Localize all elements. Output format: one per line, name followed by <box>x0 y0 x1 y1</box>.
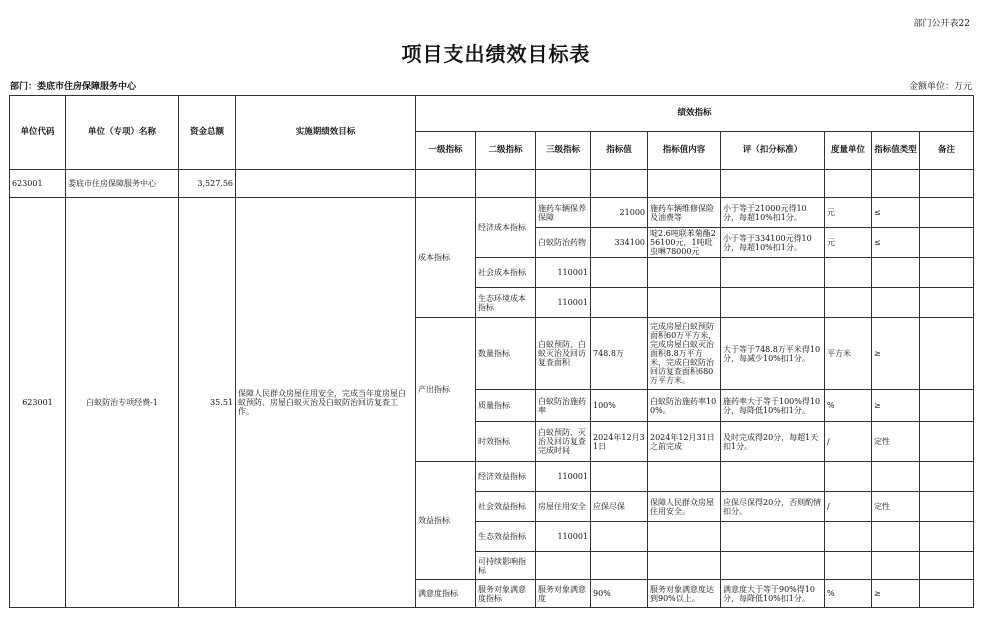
cell-level2: 服务对象满意度指标 <box>476 580 536 608</box>
cell-code: 623001 <box>10 170 66 198</box>
header-content: 指标值内容 <box>648 132 721 170</box>
header-measure: 度量单位 <box>825 132 872 170</box>
cell-eval: 满意度大于等于90%得10分，每降低10%扣1分。 <box>721 580 825 608</box>
cell-level3: 施药车辆保养保障 <box>536 198 591 228</box>
cell-level3: 白蚁防治药物 <box>536 228 591 258</box>
header-code: 单位代码 <box>10 96 66 170</box>
cell-value-type: ≥ <box>872 318 920 390</box>
header-name: 单位（专项）名称 <box>66 96 179 170</box>
group-benefit: 效益指标 <box>416 462 476 580</box>
cell-eval: 大于等于748.8万平米得10分，每减少10%扣1分。 <box>721 318 825 390</box>
cell-measure: / <box>825 422 872 462</box>
cell-measure: % <box>825 580 872 608</box>
table-row <box>10 198 974 228</box>
cell-level2: 社会成本指标 <box>476 258 536 288</box>
group-output: 产出指标 <box>416 318 476 462</box>
cell-level3: 110001 <box>536 288 591 318</box>
cell-total: 35.51 <box>179 198 236 608</box>
cell-level2: 生态效益指标 <box>476 522 536 552</box>
cell-eval: 应保尽保得20分，否则酌情扣分。 <box>721 492 825 522</box>
cell-level3: 110001 <box>536 258 591 288</box>
cell-level3: 白蚁预防、灭治及回访复查完成时间 <box>536 422 591 462</box>
cell-measure: / <box>825 492 872 522</box>
cell-value: 748.8万 <box>591 318 648 390</box>
cell-name: 娄底市住房保障服务中心 <box>66 170 179 198</box>
header-level1: 一级指标 <box>416 132 476 170</box>
cell-eval: 小于等于21000元得10分，每超10%扣1分。 <box>721 198 825 228</box>
cell-content: 啶2.6吨联苯菊酯256100元，1吨吡虫啉78000元 <box>648 228 721 258</box>
cell-value: 2024年12月31日 <box>591 422 648 462</box>
form-number: 部门公开表22 <box>913 19 970 29</box>
cell-level2: 社会效益指标 <box>476 492 536 522</box>
cell-measure: 元 <box>825 228 872 258</box>
cell-level3: 110001 <box>536 522 591 552</box>
cell-name: 白蚁防治专项经费-1 <box>66 198 179 608</box>
cell-level3: 白蚁防治施药率 <box>536 390 591 422</box>
cell-level2: 数量指标 <box>476 318 536 390</box>
cell-measure: 元 <box>825 198 872 228</box>
cell-goal: 保障人民群众房屋住用安全，完成当年度房屋白蚁预防、房屋白蚁灭治及白蚁防治回访复查工作。 <box>236 198 416 608</box>
cell-value-type: 定性 <box>872 492 920 522</box>
cell-eval: 及时完成得20分，每超1天扣1分。 <box>721 422 825 462</box>
cell-level3: 白蚁预防、白蚁灭治及回访复查面积 <box>536 318 591 390</box>
cell-measure: 平方米 <box>825 318 872 390</box>
cell-value-type: ≥ <box>872 390 920 422</box>
cell-code: 623001 <box>10 198 66 608</box>
cell-level3: 房屋住用安全 <box>536 492 591 522</box>
group-cost: 成本指标 <box>416 198 476 318</box>
cell-value: 90% <box>591 580 648 608</box>
cell-level2: 时效指标 <box>476 422 536 462</box>
header-value: 指标值 <box>591 132 648 170</box>
cell-level3: 服务对象满意度 <box>536 580 591 608</box>
header-total: 资金总额 <box>179 96 236 170</box>
header-eval: 评（扣分标准） <box>721 132 825 170</box>
department-label: 部门：娄底市住房保障服务中心 <box>10 82 137 92</box>
cell-level2: 经济效益指标 <box>476 462 536 492</box>
cell-content: 保障人民群众房屋住用安全。 <box>648 492 721 522</box>
table-row <box>10 170 974 198</box>
cell-value: 100% <box>591 390 648 422</box>
group-satisfaction: 满意度指标 <box>416 580 476 608</box>
performance-target-table <box>9 95 974 608</box>
cell-total: 3,527.56 <box>179 170 236 198</box>
cell-content: 施药车辆维修保险及油费等 <box>648 198 721 228</box>
cell-level2: 质量指标 <box>476 390 536 422</box>
cell-level2: 生态环境成本指标 <box>476 288 536 318</box>
cell-eval: 施药率大于等于100%得10分，每降低10%扣1分。 <box>721 390 825 422</box>
page-title: 项目支出绩效目标表 <box>401 42 591 66</box>
cell-measure: % <box>825 390 872 422</box>
header-performance: 绩效指标 <box>416 96 974 132</box>
cell-content: 白蚁防治施药率100%。 <box>648 390 721 422</box>
cell-content: 2024年12月31日之前完成 <box>648 422 721 462</box>
cell-value-type: ≥ <box>872 580 920 608</box>
cell-value: 334100 <box>591 228 648 258</box>
cell-value-type: ≤ <box>872 198 920 228</box>
header-level3: 三级指标 <box>536 132 591 170</box>
header-note: 备注 <box>920 132 974 170</box>
cell-eval: 小于等于334100元得10分，每超10%扣1分。 <box>721 228 825 258</box>
header-value-type: 指标值类型 <box>872 132 920 170</box>
cell-value-type: ≤ <box>872 228 920 258</box>
cell-content: 服务对象满意度达到90%以上。 <box>648 580 721 608</box>
cell-value: 应保尽保 <box>591 492 648 522</box>
cell-level3: 110001 <box>536 462 591 492</box>
header-level2: 二级指标 <box>476 132 536 170</box>
cell-value-type: 定性 <box>872 422 920 462</box>
cell-level2: 可持续影响指标 <box>476 552 536 580</box>
cell-value: 21000 <box>591 198 648 228</box>
cell-level2: 经济成本指标 <box>476 198 536 258</box>
header-goal: 实施期绩效目标 <box>236 96 416 170</box>
cell-content: 完成房屋白蚁预防面积60万平方米，完成房屋白蚁灭治面积8.8万平方米，完成白蚁防治回访复查面积680万平方米。 <box>648 318 721 390</box>
amount-unit-label: 金额单位：万元 <box>908 82 972 92</box>
